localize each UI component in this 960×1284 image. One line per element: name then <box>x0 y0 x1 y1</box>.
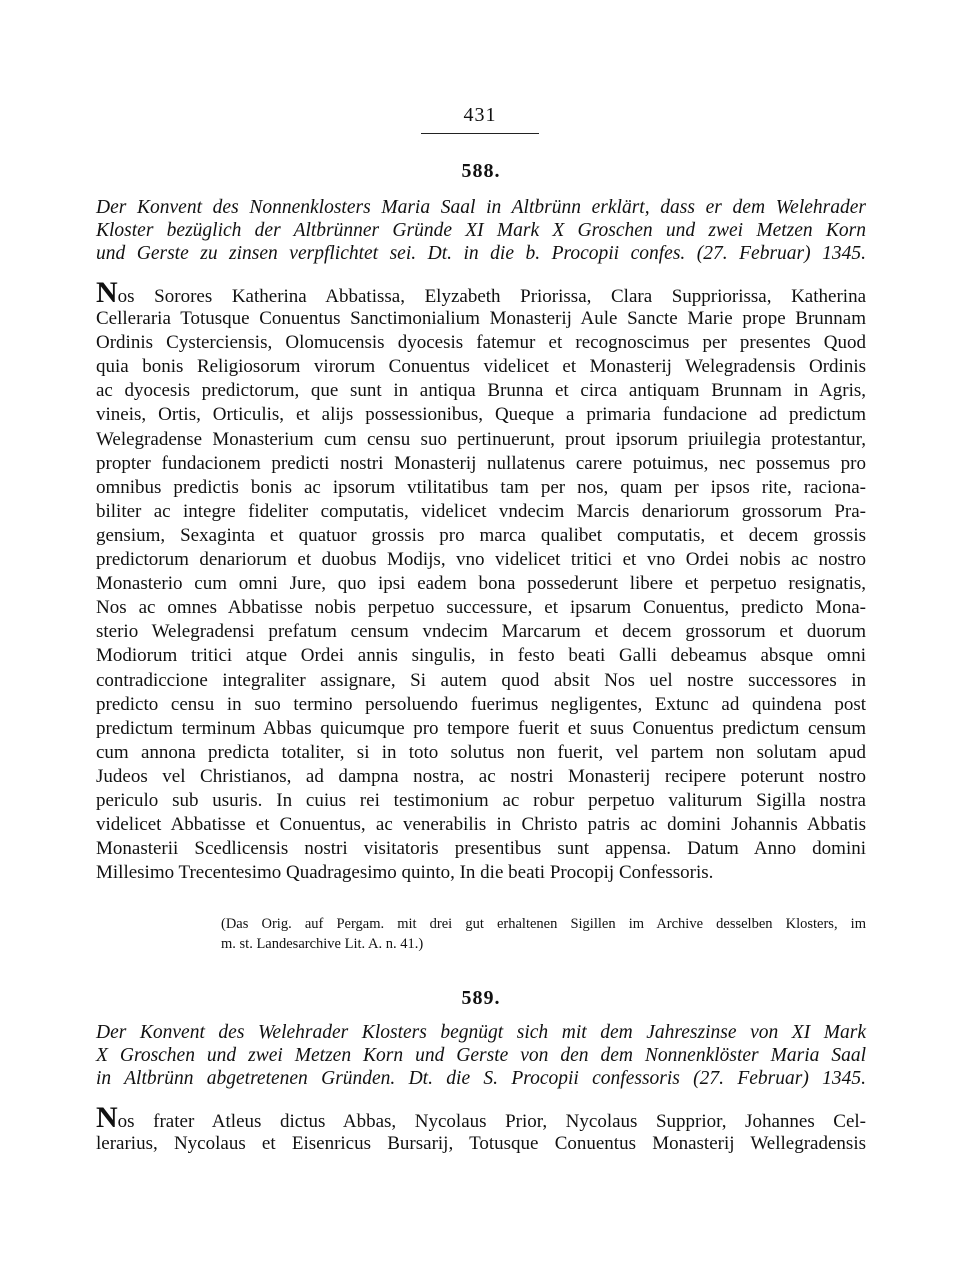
archival-note <box>221 914 866 954</box>
regest-line: Der Konvent des Welehrader Klosters begnügt sich mit dem Jahreszinse von XI Mark <box>96 1022 866 1043</box>
body-line: quia bonis Religiosorum virorum Conuentus videlicet et Monasterij Welegradensis Ordinis <box>96 356 866 378</box>
body-line: Celleraria Totusque Conuentus Sanctimonialium Monasterij Aule Sancte Marie prope Brunnam <box>96 308 866 330</box>
page-number: 431 <box>463 104 497 126</box>
regest-line: X Groschen und zwei Metzen Korn und Gerste von den dem Nonnenklöster Maria Saal <box>96 1045 866 1066</box>
body-line: propter fundacionem predicti nostri Monasterij nullatenus carere potuimus, nec possemus pro <box>96 452 866 474</box>
body-line: Monasterii Scedlicensis nostri visitatoris presentibus sunt appensa. Datum Anno domini <box>96 838 866 860</box>
body-line: Ordinis Cysterciensis, Olomucensis dyocesis fatemur et recognoscimus per presentes Quod <box>96 332 866 354</box>
body-line: predictorum denariorum et duobus Modijs, vno videlicet tritici et vno Ordei nobis ac nostro <box>96 549 866 571</box>
body-line: Millesimo Trecentesimo Quadragesimo quinto, In die beati Procopij Confessoris. <box>96 862 714 884</box>
body-line: ac dyocesis predictorum, que sunt in antiqua Brunna et circa antiquam Brunnam in Agris, <box>96 380 866 402</box>
body-line <box>96 276 866 309</box>
body-line: predicto censu in suo termino persoluendo fuerimus negligentes, Extunc ad quindena post <box>96 693 866 715</box>
body-line: contradiccione integraliter assignare, Si autem quod absit Nos uel nostre successores in <box>96 669 866 691</box>
body-line: videlicet Abbatisse et Conuentus, ac venerabilis in Christo patris ac domini Johannis Abbatis <box>96 814 866 836</box>
initial-letter: N <box>96 1101 118 1134</box>
note-line: (Das Orig. auf Pergam. mit drei gut erhaltenen Sigillen im Archive desselben Klosters, im <box>221 916 866 932</box>
document-body <box>96 276 866 885</box>
body-line: omnibus predictis bonis ac ipsorum vtilitatibus tam per nos, quam per ipsos rite, raciona- <box>96 476 866 498</box>
body-line: Judeos vel Christianos, ad dampna nostra, ac nostri Monasterij recipere poterunt nostro <box>96 765 866 787</box>
initial-letter: N <box>96 276 118 309</box>
body-line: gensium, Sexaginta et quatuor grossis pro marca qualibet computatis, et decem grossis <box>96 524 866 546</box>
body-line-text: os frater Atleus dictus Abbas, Nycolaus Prior, Nycolaus Supprior, Johannes Cel- <box>117 1111 866 1132</box>
body-line-text: os Sorores Katherina Abbatissa, Elyzabeth Priorissa, Clara Suppriorissa, Katherina <box>117 286 866 307</box>
note-line: m. st. Landesarchive Lit. A. n. 41.) <box>221 936 424 952</box>
regest-line: Kloster bezüglich der Altbrünner Gründe XI Mark X Groschen und zwei Metzen Korn <box>96 220 866 241</box>
body-line: Nos ac omnes Abbatisse nobis perpetuo successure, et ipsarum Conuentus, predicto Mona- <box>96 597 866 619</box>
page-header <box>421 103 539 134</box>
body-line: sterio Welegradensi prefatum censum vndecim Marcarum et decem grossorum et duorum <box>96 621 866 643</box>
body-line: periculo sub usuris. In cuius rei testimonium ac robur perpetuo valiturum Sigilla nostra <box>96 789 866 811</box>
regest-line: in Altbrünn abgetretenen Gründen. Dt. die S. Procopii confessoris (27. Februar) 1345. <box>96 1068 866 1089</box>
document-body <box>96 1101 866 1156</box>
document-page <box>96 0 866 1284</box>
document-number: 588. <box>461 160 501 182</box>
body-line: Monasterio cum omni Jure, quo ipsi eadem bona possederunt libere et perpetuo resignatis, <box>96 573 866 595</box>
body-line: Welegradense Monasterium cum censu suo pertinuerunt, prout ipsorum priuilegia protestantur, <box>96 428 866 450</box>
regest-line: Der Konvent des Nonnenklosters Maria Saal in Altbrünn erklärt, dass er dem Welehrader <box>96 197 866 218</box>
body-line <box>96 1101 866 1134</box>
body-line: lerarius, Nycolaus et Eisenricus Bursarij, Totusque Conuentus Monasterij Wellegradensis <box>96 1133 866 1155</box>
document-number: 589. <box>461 987 501 1009</box>
document-regest <box>96 1021 866 1090</box>
body-line: cum annona predicta totaliter, si in toto solutus non fuerit, vel partem non solutam apud <box>96 741 866 763</box>
body-line: Modiorum tritici atque Ordei annis singulis, in festo beati Galli debeamus absque omni <box>96 645 866 667</box>
regest-line: und Gerste zu zinsen verpflichtet sei. Dt. in die b. Procopii confes. (27. Februar) 1345. <box>96 243 866 264</box>
body-line: predictum terminum Abbas quicumque pro tempore fuerit et suus Conuentus predictum censum <box>96 717 866 739</box>
document-regest <box>96 196 866 265</box>
body-line: biliter ac integre fideliter computatis, videlicet vndecim Marcis denariorum grossorum Pra- <box>96 500 866 522</box>
header-rule <box>421 133 539 134</box>
body-line: vineis, Ortis, Orticulis, et alijs possessionibus, Queque a primaria fundacione ad predictum <box>96 404 866 426</box>
